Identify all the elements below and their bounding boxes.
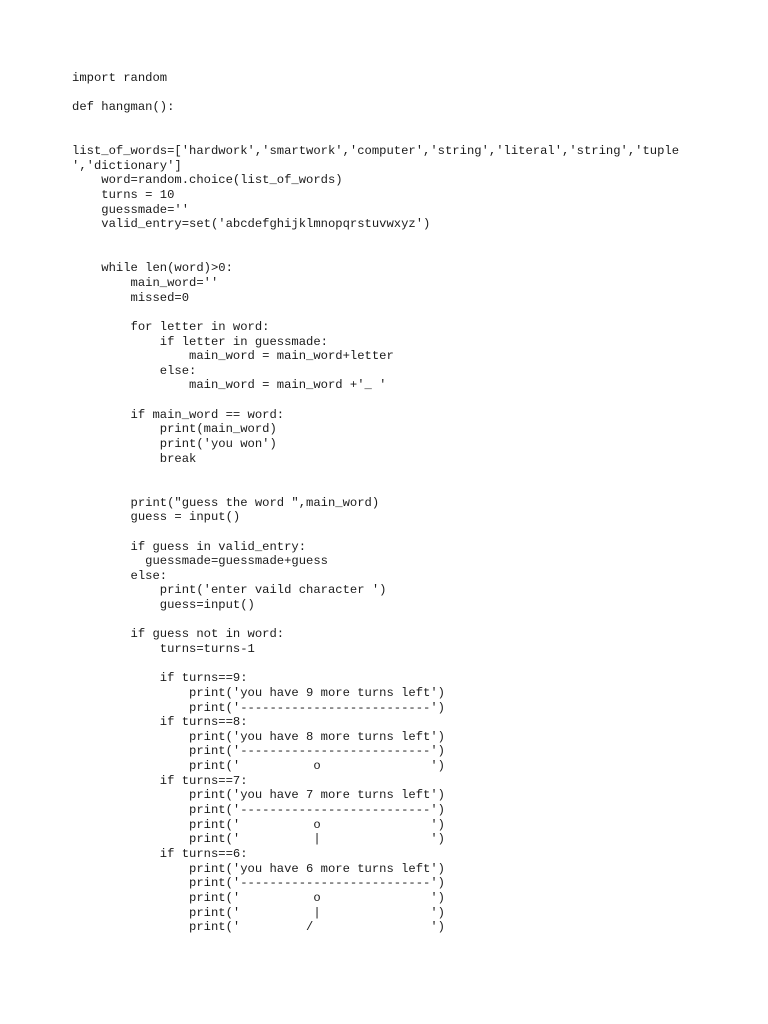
code-line: else: — [72, 363, 197, 378]
code-line — [72, 305, 752, 320]
code-line: guess = input() — [72, 510, 241, 525]
code-line: turns=turns-1 — [72, 641, 255, 656]
code-line: list_of_words=['hardwork','smartwork','computer','string','literal','string','tuple — [72, 144, 680, 159]
document-page — [72, 71, 752, 935]
code-line: main_word='' — [72, 275, 219, 290]
code-line — [72, 613, 752, 628]
code-line: word=random.choice(list_of_words) — [72, 173, 343, 188]
code-line: print('you have 6 more turns left') — [72, 861, 445, 876]
code-line — [72, 130, 752, 145]
code-line: turns = 10 — [72, 188, 175, 203]
code-line: if turns==6: — [72, 846, 248, 861]
code-line — [72, 232, 752, 247]
code-line: for letter in word: — [72, 319, 270, 334]
code-block — [72, 71, 752, 935]
code-line: if guess in valid_entry: — [72, 539, 307, 554]
code-line: print(' | ') — [72, 832, 445, 847]
code-line: print(' o ') — [72, 759, 445, 774]
code-line: print(' | ') — [72, 905, 445, 920]
code-line: print("guess the word ",main_word) — [72, 495, 380, 510]
code-line — [72, 115, 752, 130]
code-line: print('--------------------------') — [72, 744, 445, 759]
code-line: print(' o ') — [72, 890, 445, 905]
code-line: print('--------------------------') — [72, 700, 445, 715]
code-line: print(' / ') — [72, 920, 445, 935]
code-line: guessmade='' — [72, 202, 190, 217]
code-line: if turns==9: — [72, 671, 248, 686]
code-line — [72, 393, 752, 408]
code-line: print('you have 9 more turns left') — [72, 685, 445, 700]
code-line — [72, 525, 752, 540]
code-line: guess=input() — [72, 598, 255, 613]
code-line: if letter in guessmade: — [72, 334, 328, 349]
code-line — [72, 247, 752, 262]
code-line: main_word = main_word +'_ ' — [72, 378, 387, 393]
code-line: print('--------------------------') — [72, 876, 445, 891]
code-line: import random — [72, 71, 168, 85]
code-line: print('enter vaild character ') — [72, 583, 387, 598]
code-line: missed=0 — [72, 290, 190, 305]
code-line — [72, 481, 752, 496]
code-line — [72, 466, 752, 481]
code-line: if turns==7: — [72, 773, 248, 788]
code-line: if main_word == word: — [72, 407, 285, 422]
code-line: print('you have 8 more turns left') — [72, 729, 445, 744]
code-line: guessmade=guessmade+guess — [72, 554, 328, 569]
code-line: print(' o ') — [72, 817, 445, 832]
code-line: main_word = main_word+letter — [72, 349, 394, 364]
code-line: valid_entry=set('abcdefghijklmnopqrstuvwxyz') — [72, 217, 431, 232]
code-line: print('--------------------------') — [72, 803, 445, 818]
code-line: print('you have 7 more turns left') — [72, 788, 445, 803]
code-line: print(main_word) — [72, 422, 277, 437]
code-line: else: — [72, 568, 168, 583]
code-line: while len(word)>0: — [72, 261, 233, 276]
code-line: if guess not in word: — [72, 627, 285, 642]
code-line: def hangman(): — [72, 100, 175, 115]
code-line: break — [72, 451, 197, 466]
code-line: ','dictionary'] — [72, 158, 182, 173]
code-line: if turns==8: — [72, 715, 248, 730]
code-line: print('you won') — [72, 437, 277, 452]
code-line — [72, 657, 752, 672]
code-line — [72, 86, 752, 101]
